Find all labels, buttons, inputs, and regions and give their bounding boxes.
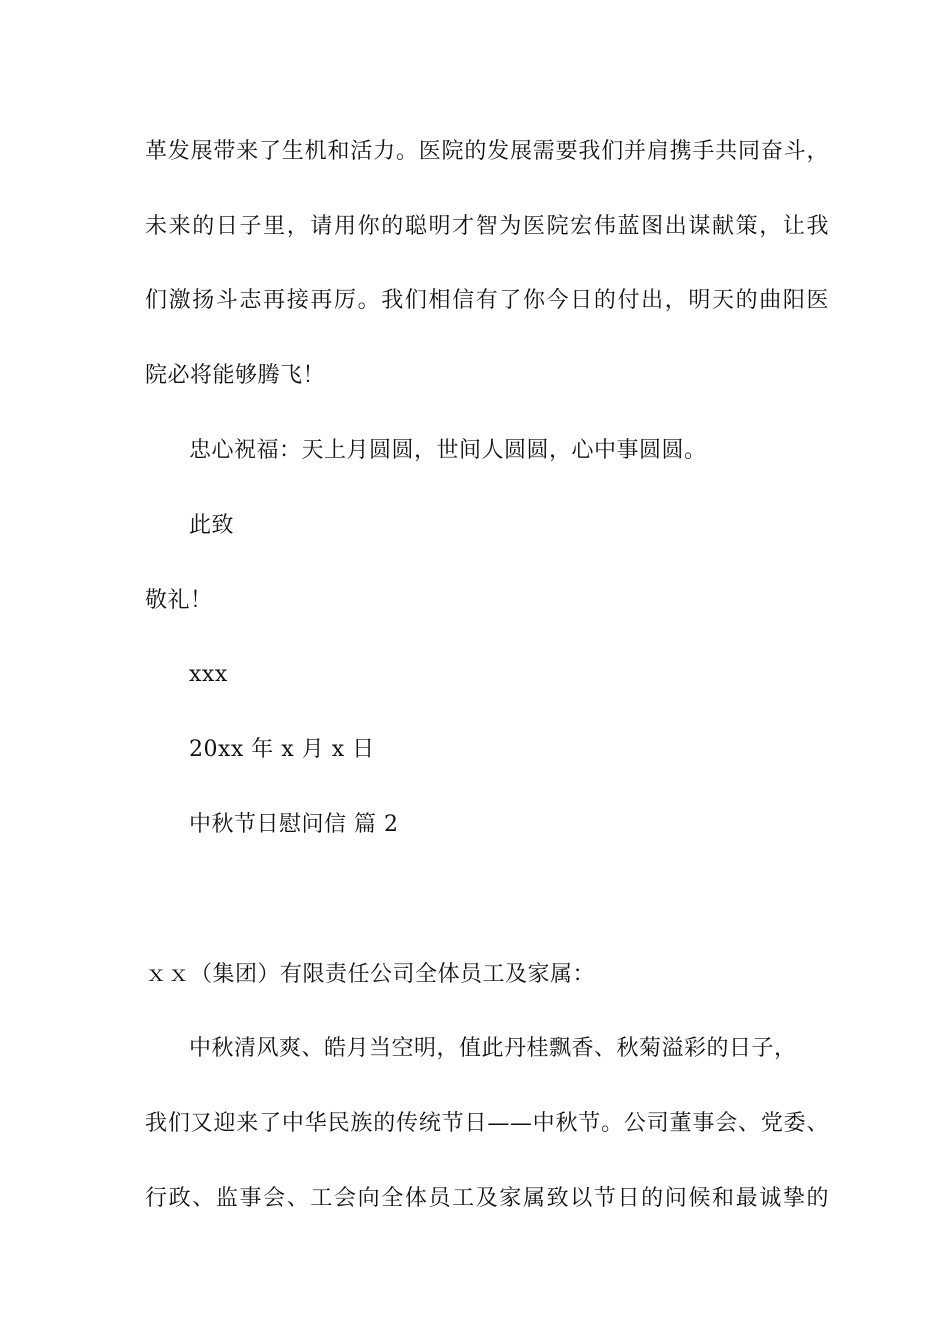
- paragraph-line: 们激扬斗志再接再厉。我们相信有了你今日的付出，明天的曲阳医: [145, 288, 829, 313]
- salutation-line: 敬礼！: [145, 588, 213, 613]
- paragraph-line: 中秋清风爽、皓月当空明，值此丹桂飘香、秋菊溢彩的日子，: [189, 1036, 797, 1061]
- paragraph-line: 我们又迎来了中华民族的传统节日——中秋节。公司董事会、党委、: [145, 1111, 829, 1136]
- paragraph-line: 革发展带来了生机和活力。医院的发展需要我们并肩携手共同奋斗，: [145, 139, 829, 164]
- addressee-line: ｘｘ（集团）有限责任公司全体员工及家属：: [145, 962, 596, 987]
- paragraph-line: 院必将能够腾飞！: [145, 363, 326, 388]
- section-heading: 中秋节日慰问信 篇 2: [189, 812, 399, 837]
- signature-name: xxx: [189, 662, 228, 687]
- paragraph-line: 行政、监事会、工会向全体员工及家属致以节日的问候和最诚挚的: [145, 1186, 829, 1211]
- signature-date: 20xx 年 x 月 x 日: [189, 737, 375, 762]
- blessing-line: 忠心祝福：天上月圆圆，世间人圆圆，心中事圆圆。: [189, 438, 707, 463]
- closing-line: 此致: [189, 513, 235, 538]
- paragraph-line: 未来的日子里，请用你的聪明才智为医院宏伟蓝图出谋献策，让我: [145, 214, 829, 239]
